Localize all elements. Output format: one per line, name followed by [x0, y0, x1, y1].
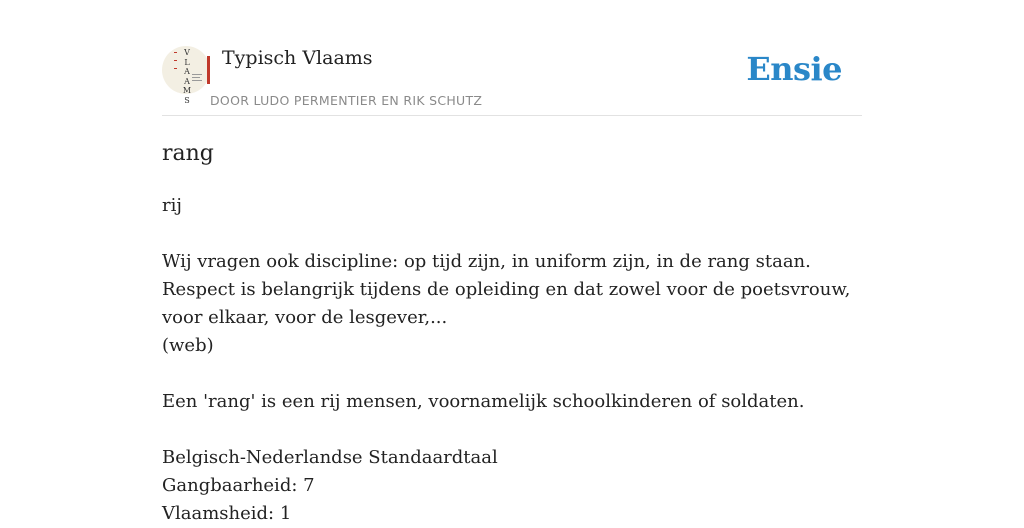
entry-gangbaarheid: Gangbaarheid: 7: [162, 475, 315, 496]
entry-quote: Wij vragen ook discipline: op tijd zijn, in uniform zijn, in de rang staan. Respect is belangrijk tijdens de opleiding en dat zowel voor de poetsvrouw, voor elkaar, voor de lesgever,...: [162, 251, 851, 328]
avatar[interactable]: [162, 46, 210, 105]
entry-explanation: Een 'rang' is een rij mensen, voornamelijk schoolkinderen of soldaten.: [162, 391, 805, 412]
entry-content: [162, 138, 862, 528]
avatar-mark: [174, 60, 177, 61]
site-header: [162, 44, 862, 116]
avatar-line: [192, 74, 202, 75]
entry-definition: rij: [162, 195, 182, 216]
avatar-mark: [174, 52, 177, 53]
avatar-mark: [174, 68, 177, 69]
avatar-stripe: [207, 56, 210, 84]
authors-line: DOOR LUDO PERMENTIER EN RIK SCHUTZ: [210, 93, 483, 108]
entry-body: [162, 192, 862, 528]
spacer: [162, 220, 862, 248]
entry-vlaamsheid: Vlaamsheid: 1: [162, 503, 292, 524]
spacer: [162, 416, 862, 444]
avatar-lettering: V L A A M S: [182, 48, 192, 105]
spacer: [162, 360, 862, 388]
ensie-logo[interactable]: Ensie: [746, 50, 842, 88]
avatar-line: [192, 77, 200, 78]
avatar-line: [192, 80, 202, 81]
entry-language: Belgisch-Nederlandse Standaardtaal: [162, 447, 498, 468]
site-title[interactable]: Typisch Vlaams: [222, 47, 373, 69]
entry-quote-source: (web): [162, 335, 214, 356]
entry-term: rang: [162, 141, 214, 166]
